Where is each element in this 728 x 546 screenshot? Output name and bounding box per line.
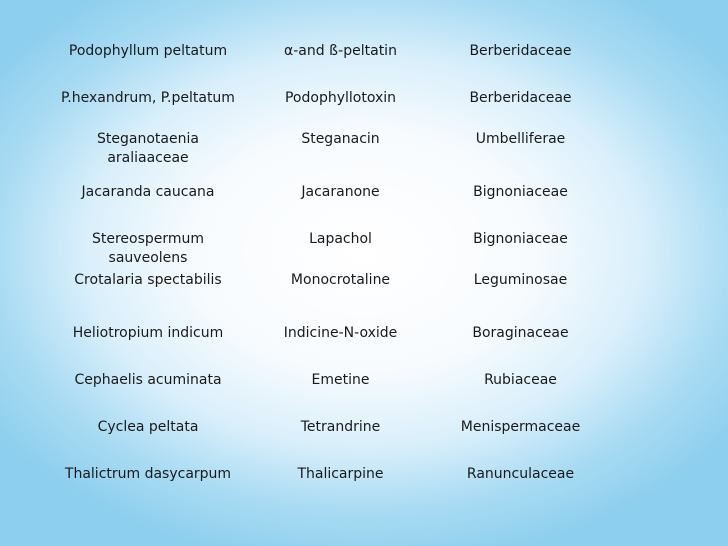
- species-cell: Podophyllum peltatum: [68, 43, 228, 59]
- table-row: [58, 169, 598, 216]
- table-row: [58, 357, 598, 404]
- table-row: [58, 310, 598, 357]
- compound-cell: Thalicarpine: [297, 466, 384, 482]
- family-cell: Boraginaceae: [472, 325, 569, 341]
- family-cell: Menispermaceae: [460, 419, 581, 435]
- plant-compound-table: [58, 28, 598, 498]
- compound-cell: Indicine-N-oxide: [283, 325, 398, 341]
- family-cell: Umbelliferae: [475, 131, 566, 147]
- species-cell: Stereospermum sauveolens: [91, 231, 205, 266]
- species-cell: Heliotropium indicum: [72, 325, 224, 341]
- species-cell: Thalictrum dasycarpum: [64, 466, 232, 482]
- species-cell: P.hexandrum, P.peltatum: [61, 90, 235, 106]
- species-cell: Cephaelis acuminata: [74, 372, 222, 388]
- compound-cell: Steganacin: [301, 131, 380, 147]
- compound-cell: Lapachol: [309, 231, 372, 247]
- table-row: [58, 451, 598, 498]
- family-cell: Bignoniaceae: [473, 231, 568, 247]
- compound-cell: Tetrandrine: [300, 419, 381, 435]
- table-row: [58, 216, 598, 266]
- table-row: [58, 122, 598, 169]
- species-cell: Jacaranda caucana: [81, 184, 215, 200]
- table-row: [58, 404, 598, 451]
- species-cell: Crotalaria spectabilis: [74, 272, 222, 288]
- compound-cell: α-and ß-peltatin: [284, 43, 397, 59]
- species-cell: Cyclea peltata: [97, 419, 199, 435]
- compound-cell: Monocrotaline: [290, 272, 391, 288]
- family-cell: Bignoniaceae: [473, 184, 568, 200]
- family-cell: Berberidaceae: [469, 43, 572, 59]
- compound-cell: Jacaranone: [301, 184, 380, 200]
- table-row: [58, 28, 598, 75]
- family-cell: Ranunculaceae: [466, 466, 575, 482]
- table-row: [58, 75, 598, 122]
- family-cell: Rubiaceae: [484, 372, 557, 388]
- table-row: [58, 263, 598, 310]
- compound-cell: Podophyllotoxin: [284, 90, 397, 106]
- species-cell: Steganotaenia araliaaceae: [97, 131, 199, 166]
- family-cell: Leguminosae: [473, 272, 568, 288]
- family-cell: Berberidaceae: [469, 90, 572, 106]
- compound-cell: Emetine: [311, 372, 370, 388]
